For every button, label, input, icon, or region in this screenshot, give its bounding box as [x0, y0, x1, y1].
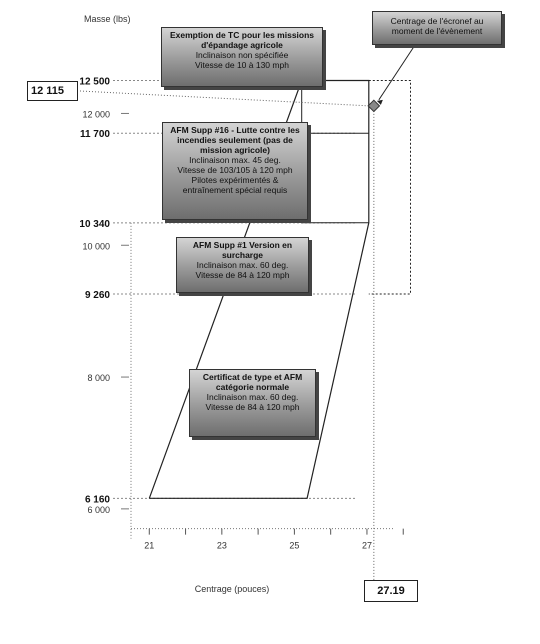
y-tick-label: 8 000 [87, 373, 110, 384]
marker-y-callout [27, 81, 78, 101]
y-tick-label: 9 260 [84, 290, 110, 302]
y-tick-label: 12 500 [79, 76, 110, 88]
annotation-line: Inclinaison non spécifiée [195, 50, 289, 60]
annotation-line: Vitesse de 84 à 120 mph [195, 270, 290, 280]
envelope-line [302, 81, 369, 223]
y-tick-label: 10 340 [79, 218, 110, 230]
marker-callout-arrow [379, 45, 415, 100]
y-tick-label: 10 000 [82, 241, 110, 252]
marker-callout-text: Centrage de l'écronef au moment de l'évènement [390, 16, 484, 36]
y-tick-label: 11 700 [79, 129, 110, 141]
y-tick-label: 6 000 [87, 504, 110, 515]
annotation-box [162, 122, 308, 220]
annotation-line: Pilotes expérimentés & [191, 175, 279, 185]
annotation-line: Vitesse de 84 à 120 mph [205, 402, 300, 412]
annotation-line: Inclinaison max. 60 deg. [196, 260, 289, 270]
y-tick-label: 12 000 [82, 109, 110, 120]
envelope-line [369, 81, 411, 295]
x-tick-label: 27 [361, 540, 372, 551]
marker-callout [372, 11, 502, 45]
annotation-line: Inclinaison max. 60 deg. [206, 392, 299, 402]
x-tick-label: 23 [216, 540, 227, 551]
annotation-title: Certificat de type et AFM catégorie normale [202, 372, 303, 392]
cg-marker [368, 100, 379, 111]
y-tick-label: 6 160 [84, 494, 110, 506]
annotation-line: entraînement spécial requis [182, 185, 288, 195]
x-tick-label: 25 [289, 540, 300, 551]
annotation-title: AFM Supp #1 Version en surcharge [192, 240, 293, 260]
marker-x-label: 27.19 [377, 585, 405, 597]
annotation-box [161, 27, 323, 87]
annotation-box [189, 369, 316, 437]
annotation-line: Vitesse de 103/105 à 120 mph [177, 165, 293, 175]
x-tick-label: 21 [144, 540, 155, 551]
marker-y-leader [80, 91, 369, 106]
x-axis-title: Centrage (pouces) [194, 584, 270, 594]
marker-y-label: 12 115 [31, 85, 65, 97]
annotation-box [176, 237, 309, 293]
annotation-line: Vitesse de 10 à 130 mph [195, 60, 289, 70]
annotation-title: AFM Supp #16 - Lutte contre les incendies seulement (pas de mission agricole) [170, 125, 300, 155]
y-axis-title: Masse (lbs) [84, 14, 131, 24]
annotation-title: Exemption de TC pour les missions d'épandage agricole [169, 30, 315, 50]
annotation-line: Inclinaison max. 45 deg. [189, 155, 281, 165]
marker-x-callout [364, 580, 418, 602]
